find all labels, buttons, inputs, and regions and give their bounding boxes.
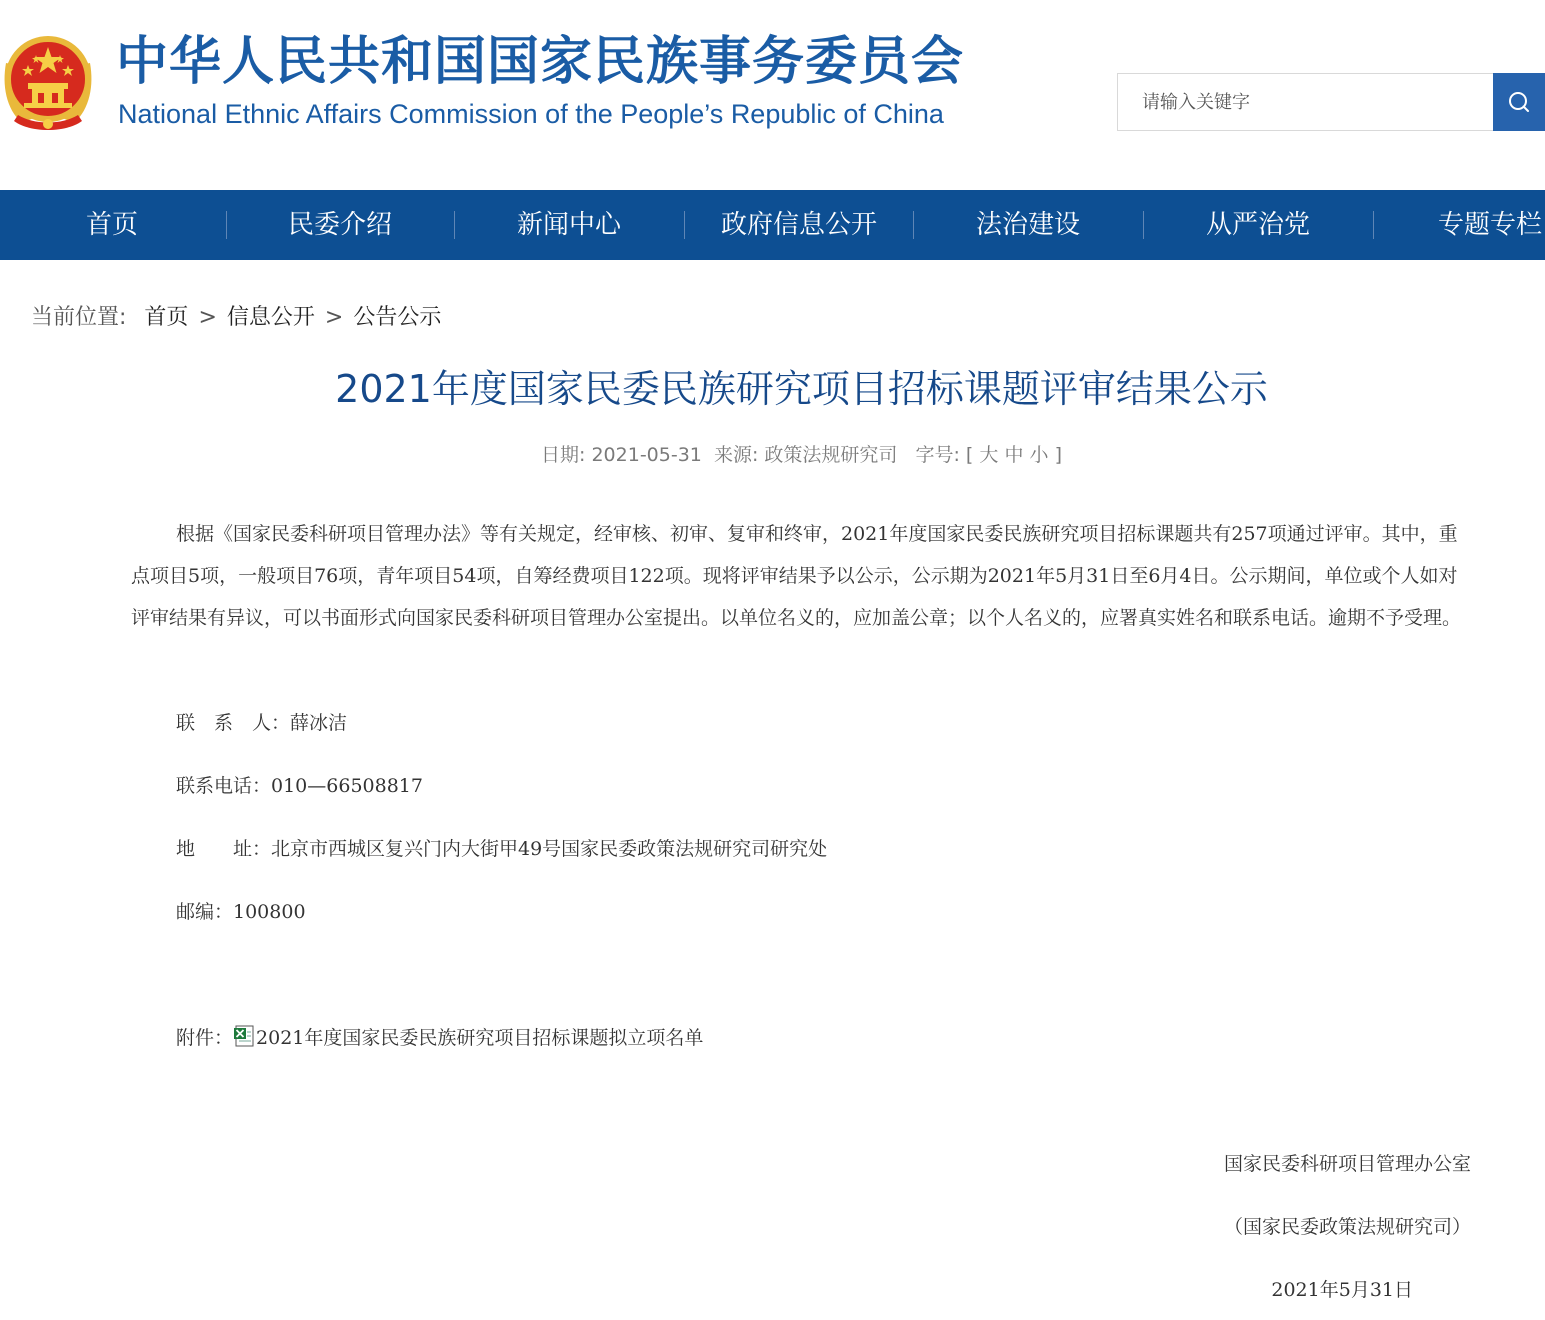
national-emblem-icon[interactable] [0,25,96,135]
breadcrumb-separator: > [198,305,217,330]
breadcrumb-announcements[interactable]: 公告公示 [353,305,442,330]
fontsize-large-button[interactable]: 大 [979,444,999,466]
nav-item-gov-info[interactable]: 政府信息公开 [720,210,877,240]
breadcrumb-info-disclosure[interactable]: 信息公开 [226,305,315,330]
fontsize-bracket: ] [1054,444,1062,466]
fontsize-label: 字号: [915,444,960,466]
nav-divider [454,211,455,239]
contact-phone: 联系电话：010—66508817 [176,775,423,797]
date-label: 日期: [541,444,586,466]
article-body [131,513,1471,1301]
nav-item-news[interactable]: 新闻中心 [516,210,621,240]
body-paragraph: 根据《国家民委科研项目管理办法》等有关规定，经审核、初审、复审和终审，2021年度国家民委民族研究项目招标课题共有257项通过评审。其中，重点项目5项，一般项目76项，青年项目54项，自筹经费项目122项。现将评审结果予以公示，公示期为2021年5月31日至6月4日。公示期间，单位或个人如对评审结果有异议，可以书面形式向国家民委科研项目管理办公室提出。以单位名义的，应加盖公章；以个人名义的，应署真实姓名和联系电话。逾期不予受理。 [131,523,1462,629]
search-icon [1507,90,1531,114]
nav-item-about[interactable]: 民委介绍 [287,210,392,240]
fontsize-medium-button[interactable]: 中 [1004,444,1024,466]
date-value: 2021-05-31 [591,444,702,466]
contact-postcode: 邮编：100800 [176,901,306,923]
fontsize-bracket: [ [965,444,974,466]
nav-item-topics[interactable]: 专题专栏 [1438,210,1543,240]
excel-file-icon [233,1025,255,1047]
nav-divider [1373,211,1374,239]
nav-divider [226,211,227,239]
site-title-en[interactable]: National Ethnic Affairs Commission of the People’s Republic of China [118,99,944,129]
nav-item-rule-of-law[interactable]: 法治建设 [975,210,1080,240]
main-nav [0,190,1545,260]
signature-date: 2021年5月31日 [1271,1279,1413,1301]
article-meta [0,440,1545,467]
breadcrumb-home[interactable]: 首页 [144,305,189,330]
attachment-label: 附件： [176,1027,234,1049]
search-input[interactable] [1118,74,1494,130]
article-title: 2021年度国家民委民族研究项目招标课题评审结果公示 [335,367,1268,411]
nav-item-home[interactable]: 首页 [85,210,138,240]
nav-divider [1143,211,1144,239]
source-label: 来源: [713,444,759,466]
breadcrumb-label: 当前位置: [31,305,127,330]
attachment-row [176,1017,703,1059]
breadcrumb-separator: > [324,305,344,330]
fontsize-small-button[interactable]: 小 [1029,444,1049,466]
breadcrumb [31,300,441,331]
signature-dept: （国家民委政策法规研究司） [1223,1216,1471,1238]
search-box [1117,73,1545,131]
contact-address: 地 址：北京市西城区复兴门内大街甲49号国家民委政策法规研究司研究处 [176,838,828,860]
nav-divider [684,211,685,239]
site-title-cn[interactable]: 中华人民共和国国家民族事务委员会 [116,32,965,92]
source-value: 政策法规研究司 [764,444,898,466]
nav-divider [913,211,914,239]
contact-person: 联 系 人：薛冰洁 [176,712,348,734]
site-header [0,0,1545,190]
nav-item-party[interactable]: 从严治党 [1205,210,1310,240]
search-button[interactable] [1493,73,1545,131]
attachment-name: 2021年度国家民委民族研究项目招标课题拟立项名单 [256,1027,704,1049]
signature-org: 国家民委科研项目管理办公室 [1223,1153,1471,1175]
attachment-link[interactable] [233,1027,703,1049]
